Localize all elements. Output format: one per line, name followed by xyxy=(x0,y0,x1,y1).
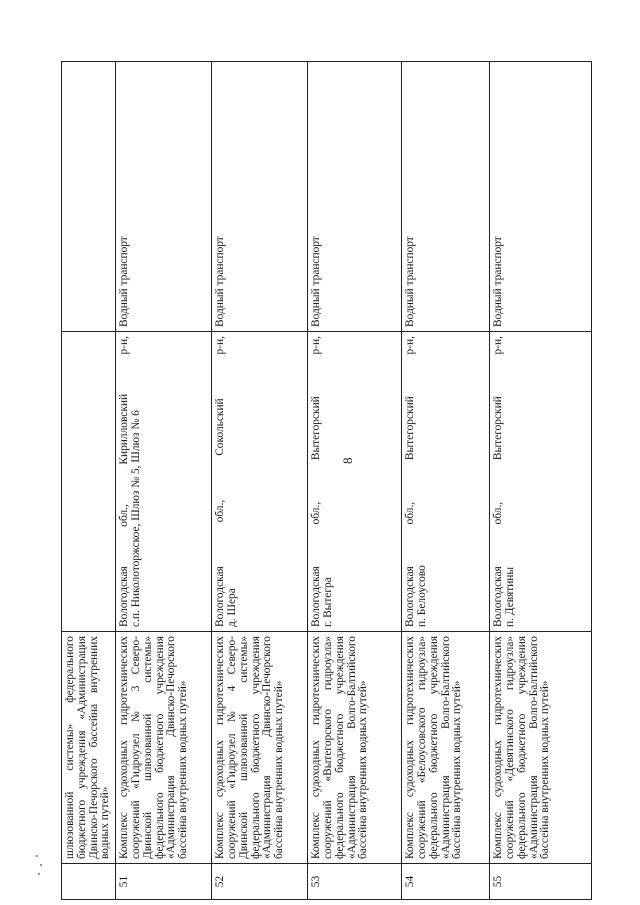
cell-transport-type: Водный транспорт xyxy=(116,62,212,332)
table-row-continuation xyxy=(62,62,116,900)
table-row xyxy=(490,62,592,900)
address-locality: с.п. Николоторжское, Шлюз № 5, Шлюз № 6 xyxy=(129,410,142,627)
cell-address xyxy=(490,332,592,632)
cell-number xyxy=(62,864,116,900)
table-row xyxy=(308,62,402,900)
address-line: Вологодская обл., Вытегорский р-н, xyxy=(310,336,323,627)
scan-speck xyxy=(36,855,38,857)
address-line: Вологодская обл., Кирилловский р-н, xyxy=(118,336,131,627)
address-locality: г. Вытегра xyxy=(321,577,334,627)
scan-speck xyxy=(38,873,40,875)
cell-address xyxy=(308,332,402,632)
cell-number: 53 xyxy=(308,864,402,900)
cell-object-name: Комплекс судоходных гидротехнических сооружений «Белоусовского гидроузла» федерального бюджетного учреждения «Администрация Волго-Балтийского бассейна внутренних водных путей» xyxy=(402,632,490,864)
address-line: Вологодская обл., Вытегорский р-н, xyxy=(404,336,417,627)
address-locality: д. Шера xyxy=(225,588,238,627)
address-line: Вологодская обл., Вытегорский р-н, xyxy=(492,336,505,627)
cell-address xyxy=(116,332,212,632)
rotated-content xyxy=(61,62,586,900)
address-locality: п. Белоусово xyxy=(415,565,428,627)
cell-address xyxy=(402,332,490,632)
cell-number: 54 xyxy=(402,864,490,900)
cell-object-name: Комплекс судоходных гидротехнических сооружений «Гидроузел № 3 Северо-Двинской шлюзованной системы» федерального бюджетного учреждения «Администрация Двинско-Печорского бассейна внутренних водных путей» xyxy=(116,632,212,864)
cell-address xyxy=(212,332,308,632)
page-number: 8 xyxy=(340,457,355,464)
rotated-sheet xyxy=(61,62,586,900)
table-row xyxy=(212,62,308,900)
cell-transport-type: Водный транспорт xyxy=(308,62,402,332)
cell-object-name: Комплекс судоходных гидротехнических сооружений «Вытегорского гидроузла» федерального бюджетного учреждения «Администрация Волго-Балтийского бассейна внутренних водных путей» xyxy=(308,632,402,864)
cell-address xyxy=(62,332,116,632)
cell-object-name: шлюзованной системы» федерального бюджетного учреждения «Администрация Двинско-Печорского бассейна внутренних водных путей» xyxy=(62,632,116,864)
cell-number: 51 xyxy=(116,864,212,900)
address-line: Вологодская обл., Сокольский р-н, xyxy=(214,336,227,627)
cell-object-name: Комплекс судоходных гидротехнических сооружений «Гидроузел № 4 Северо-Двинской шлюзованной системы» федерального бюджетного учреждения «Администрация Двинско-Печорского бассейна внутренних водных путей» xyxy=(212,632,308,864)
cell-transport-type: Водный транспорт xyxy=(212,62,308,332)
cell-transport-type: Водный транспорт xyxy=(402,62,490,332)
scan-speck xyxy=(40,864,42,866)
table-row xyxy=(116,62,212,900)
cell-transport-type: Водный транспорт xyxy=(490,62,592,332)
cell-transport-type xyxy=(62,62,116,332)
cell-number: 52 xyxy=(212,864,308,900)
address-locality: п. Девятины xyxy=(503,566,516,627)
cell-object-name: Комплекс судоходных гидротехнических сооружений «Девятинского гидроузла» федерального бюджетного учреждения «Администрация Волго-Балтийского бассейна внутренних водных путей» xyxy=(490,632,592,864)
table-row xyxy=(402,62,490,900)
objects-table xyxy=(61,61,592,900)
cell-number: 55 xyxy=(490,864,592,900)
